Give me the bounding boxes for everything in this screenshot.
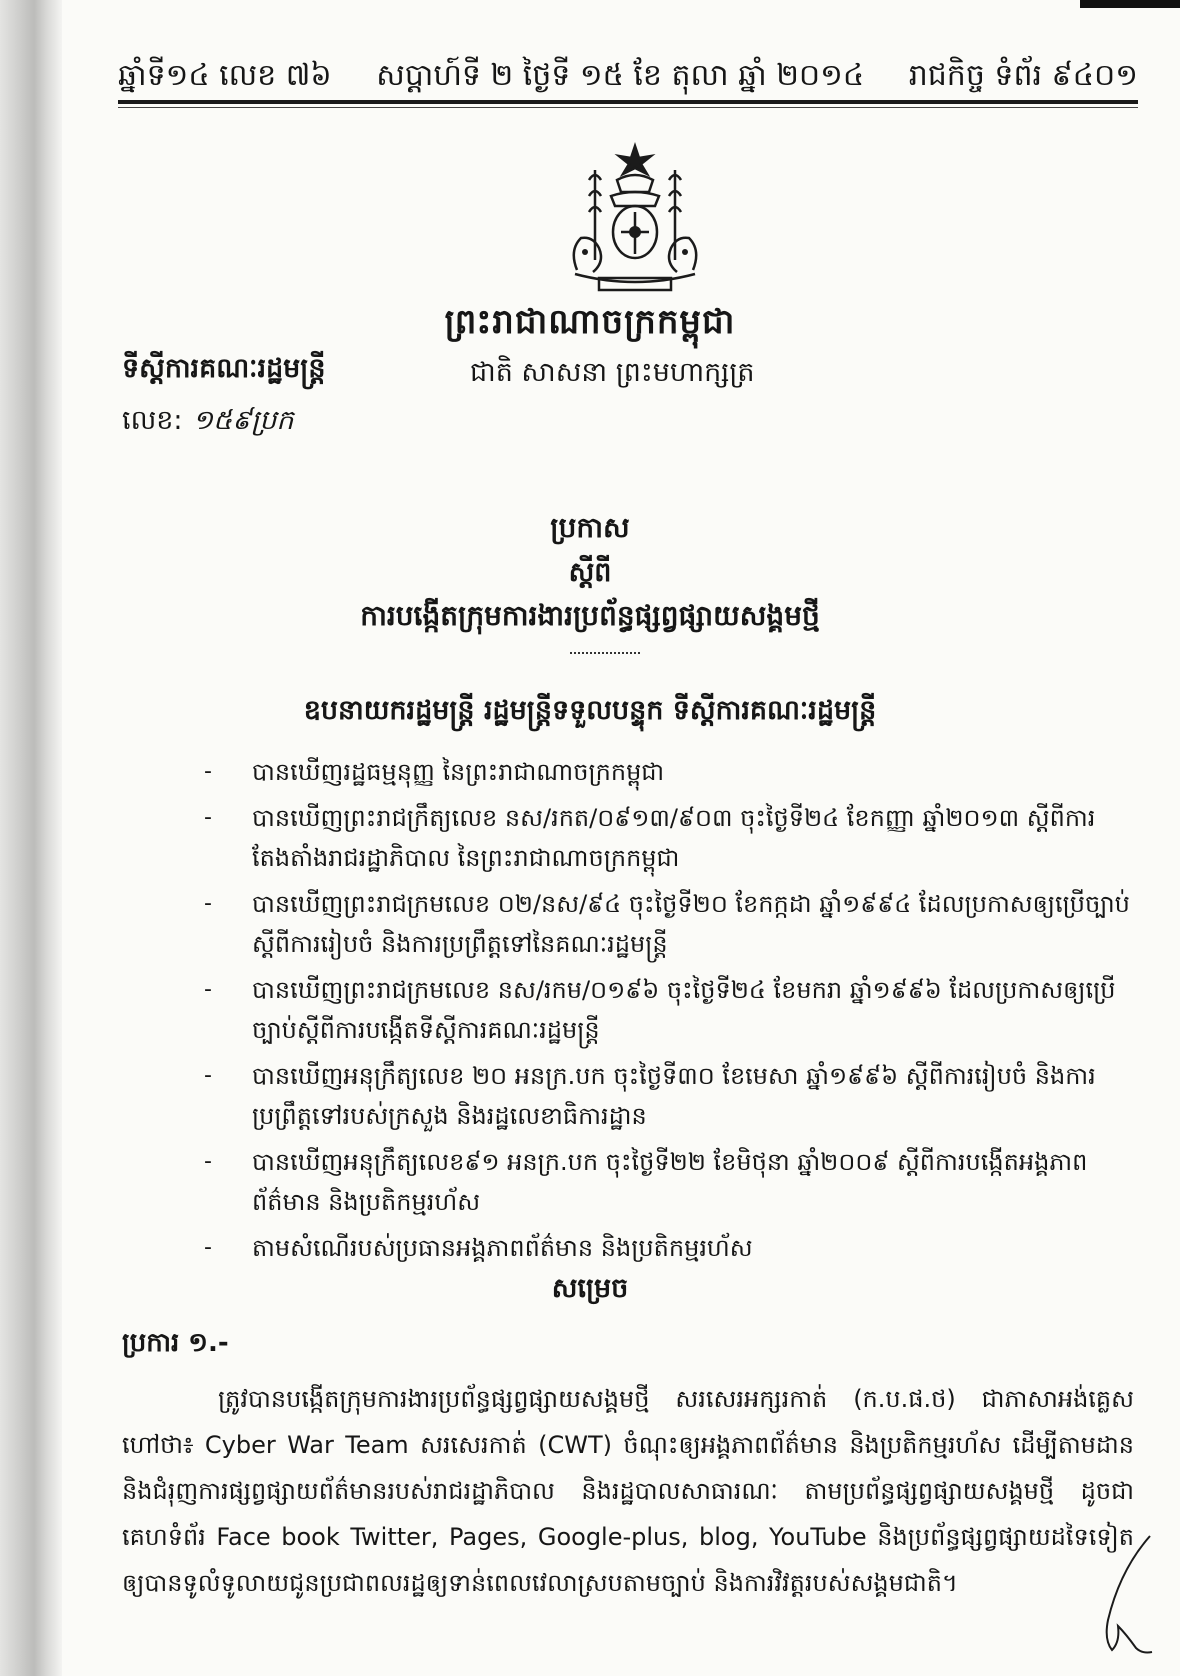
gazette-issue: ឆ្នាំទី១៤ លេខ ៧៦	[118, 58, 332, 93]
royal-coat-of-arms-icon	[555, 140, 715, 300]
document-number-label: លេខ:	[122, 405, 183, 436]
document-number-value: ១៥៩ប្រក	[192, 405, 294, 436]
reference-item: - បានឃើញរដ្ឋធម្មនុញ្ញ នៃព្រះរាជាណាចក្រកម្ពុជា	[252, 752, 1132, 792]
signature-mark-icon	[1090, 1530, 1160, 1660]
document-type: ប្រកាស	[550, 511, 630, 544]
gazette-page: រាជកិច្ច ទំព័រ ៩៤០១	[908, 58, 1138, 93]
document-subject: ការបង្កើតក្រុមការងារប្រព័ន្ធផ្សព្វផ្សាយសង្គមថ្មី	[360, 599, 820, 632]
header-rule	[118, 100, 1138, 104]
reference-item: - បានឃើញអនុក្រឹត្យលេខ៩១ អនក្រ.បក ចុះថ្ងៃទី២២ ខែមិថុនា ឆ្នាំ២០០៩ ស្តីពីការបង្កើតអង្គភាពព័ត៌មាន និងប្រតិកម្មរហ័ស	[252, 1142, 1132, 1222]
document-about: ស្តីពី	[568, 557, 612, 588]
issuing-office: ទីស្តីការគណៈរដ្ឋមន្ត្រី	[122, 353, 326, 384]
reference-item: - បានឃើញព្រះរាជក្រមលេខ ០២/នស/៩៤ ចុះថ្ងៃទី២០ ខែកក្កដា ឆ្នាំ១៩៩៤ ដែលប្រកាសឲ្យប្រើច្បាប់ស្តីពីការរៀបចំ និងការប្រព្រឹត្តទៅនៃគណៈរដ្ឋមន្ត្រី	[252, 884, 1132, 964]
article-1-heading: ប្រការ ១.-	[122, 1328, 229, 1358]
article-1-body: ត្រូវបានបង្កើតក្រុមការងារប្រព័ន្ធផ្សព្វផ្សាយសង្គមថ្មី សរសេរអក្សរកាត់ (ក.ប.ផ.ថ) ជាភាសាអង់គ្លេសហៅថា៖ Cyber War Team សរសេរកាត់ (CWT) ចំណុះឲ្យអង្គភាពព័ត៌មាន និងប្រតិកម្មរហ័ស ដើម្បីតាមដាន និងជំរុញការផ្សព្វផ្សាយព័ត៌មានរបស់រាជរដ្ឋាភិបាល និងរដ្ឋបាលសាធារណៈ តាមប្រព័ន្ធផ្សព្វផ្សាយសង្គមថ្មី ដូចជា គេហទំព័រ Face book Twitter, Pages, Google-plus, blog, YouTube និងប្រព័ន្ធផ្សព្វផ្សាយដទៃទៀត ឲ្យបានទូលំទូលាយជូនប្រជាពលរដ្ឋឲ្យទាន់ពេលវេលាស្របតាមច្បាប់ និងការវិវត្តរបស់សង្គមជាតិ។	[122, 1385, 1134, 1597]
document-number	[122, 404, 294, 443]
reference-item: - បានឃើញអនុក្រឹត្យលេខ ២០ អនក្រ.បក ចុះថ្ងៃទី៣០ ខែមេសា ឆ្នាំ១៩៩៦ ស្តីពីការរៀបចំ និងការប្រព្រឹត្តទៅរបស់ក្រសួង និងរដ្ឋលេខាធិការដ្ឋាន	[252, 1056, 1132, 1136]
references-list	[252, 752, 1132, 1274]
decision-heading: សម្រេច	[551, 1273, 629, 1304]
header-rule-thin	[118, 107, 1138, 108]
reference-item: - តាមសំណើរបស់ប្រធានអង្គភាពព័ត៌មាន និងប្រតិកម្មរហ័ស	[252, 1228, 1132, 1268]
scan-corner-mark	[1080, 0, 1180, 8]
title-separator	[570, 652, 640, 654]
reference-item: - បានឃើញព្រះរាជក្រមលេខ នស/រកម/០១៩៦ ចុះថ្ងៃទី២៤ ខែមករា ឆ្នាំ១៩៩៦ ដែលប្រកាសឲ្យប្រើច្បាប់ស្តីពីការបង្កើតទីស្តីការគណៈរដ្ឋមន្ត្រី	[252, 970, 1132, 1050]
issuing-authority: ឧបនាយករដ្ឋមន្ត្រី រដ្ឋមន្ត្រីទទួលបន្ទុក ទីស្តីការគណៈរដ្ឋមន្ត្រី	[303, 695, 877, 726]
gazette-header	[118, 56, 1138, 100]
scan-shadow-edge	[0, 0, 62, 1676]
kingdom-name: ព្រះរាជាណាចក្រកម្ពុជា	[444, 302, 736, 342]
reference-item: - បានឃើញព្រះរាជក្រឹត្យលេខ នស/រកត/០៩១៣/៩០៣ ចុះថ្ងៃទី២៤ ខែកញ្ញា ឆ្នាំ២០១៣ ស្តីពីការតែងតាំងរាជរដ្ឋាភិបាល នៃព្រះរាជាណាចក្រកម្ពុជា	[252, 798, 1132, 878]
gazette-date: សប្តាហ៍ទី ២ ថ្ងៃទី ១៥ ខែ តុលា ឆ្នាំ ២០១៤	[376, 58, 865, 93]
kingdom-motto: ជាតិ សាសនា ព្រះមហាក្សត្រ	[470, 357, 755, 388]
